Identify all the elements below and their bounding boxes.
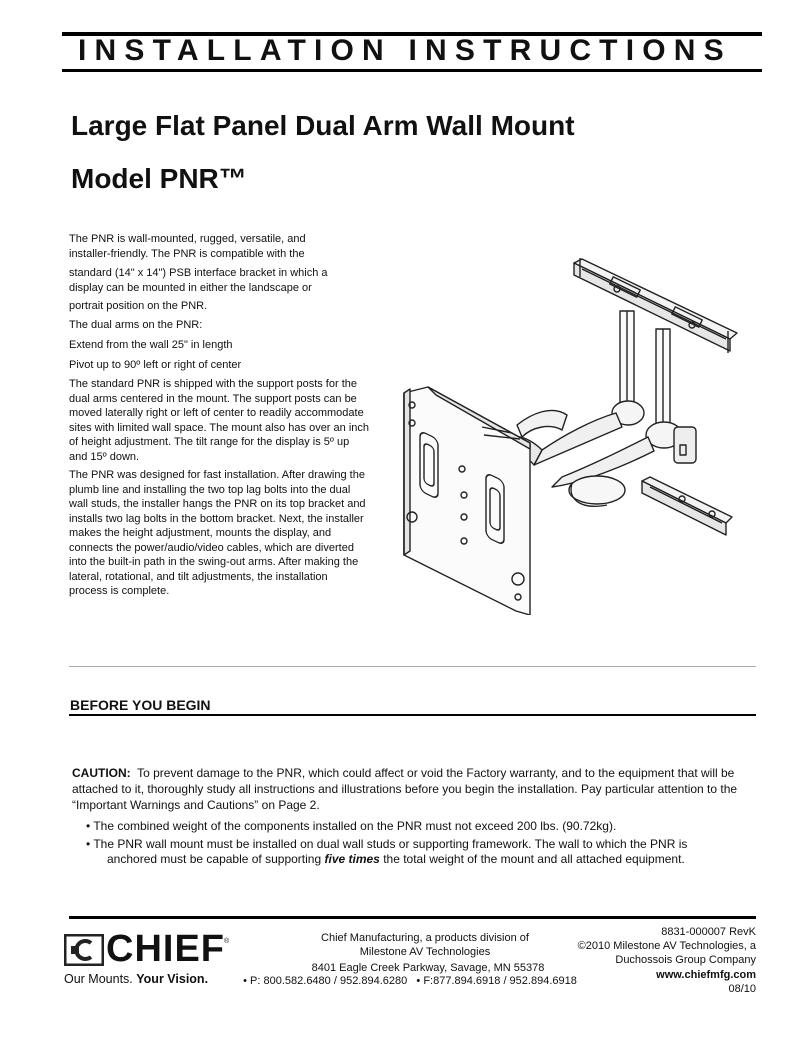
bullet-wall-studs-line1: • The PNR wall mount must be installed on dual wall studs or supporting framework. The wall to which the PNR is [86, 837, 688, 851]
section-title-rule [69, 714, 756, 716]
intro-paragraph-7: The standard PNR is shipped with the support posts for the dual arms centered in the mount. The support posts can be moved laterally right or left of center to readily accommodate sites with limited wall space. The mount also has over an inch of height adjustment. The tilt range for the display is 5º up and 15º down. [69, 378, 369, 463]
company-line1: Chief Manufacturing, a products division of [321, 932, 529, 944]
website-link[interactable]: www.chiefmfg.com [656, 969, 756, 981]
intro-paragraph-6: Pivot up to 90º left or right of center [69, 359, 242, 371]
product-illustration [392, 255, 762, 615]
document-title-line1: Large Flat Panel Dual Arm Wall Mount [71, 110, 575, 141]
revision-date: 08/10 [728, 983, 756, 995]
chief-logo-text: CHIEF [106, 928, 225, 970]
intro-paragraph-3: portrait position on the PNR. [69, 300, 208, 312]
company-phone-fax: • P: 800.582.6480 / 952.894.6280 • F:877.894.6918 / 952.894.6918 [243, 975, 577, 987]
intro-paragraph-4: The dual arms on the PNR: [69, 319, 203, 331]
document-title-line2: Model PNR™ [71, 163, 247, 194]
company-line2: Milestone AV Technologies [359, 946, 491, 958]
copyright-line1: ©2010 Milestone AV Technologies, a [577, 940, 756, 952]
footer-rule [69, 916, 756, 919]
section-title: BEFORE YOU BEGIN [70, 697, 211, 713]
bullet-wall-studs-line2: anchored must be capable of supporting five times the total weight of the mount and all attached equipment. [107, 852, 685, 866]
bullet-weight-limit: • The combined weight of the components installed on the PNR must not exceed 200 lbs. (90.72kg). [86, 819, 617, 833]
section-divider [69, 666, 756, 667]
caution-text: To prevent damage to the PNR, which could affect or void the Factory warranty, and to the equipment that will be attached to it, thoroughly study all instructions and illustrations before you begin the installation. Pay particular attention to the “Important Warnings and Cautions” on Page 2. [72, 766, 738, 812]
caution-label: CAUTION: [72, 766, 131, 780]
registered-mark: ® [224, 938, 230, 945]
intro-paragraph-8: The PNR was designed for fast installation. After drawing the plumb line and installing the two top lag bolts into the dual wall studs, the installer hangs the PNR on its top bracket and installs two lag bolts in the bottom bracket. Next, the installer makes the height adjustment, mounts the display, and connects the power/audio/video cables, which are diverted into the built-in path in the swing-out arms. After making the lateral, rotational, and tilt adjustments, the installation process is complete. [69, 469, 366, 597]
intro-paragraph-1: The PNR is wall-mounted, rugged, versatile, and installer-friendly. The PNR is compatible with the [69, 233, 306, 260]
caution-paragraph [72, 765, 762, 813]
emphasis-five-times: five times [324, 852, 380, 866]
intro-paragraph-5: Extend from the wall 25" in length [69, 339, 233, 351]
tagline: Our Mounts. Your Vision. [64, 972, 209, 986]
chief-logo-mark-icon [64, 934, 104, 966]
intro-paragraph-2: standard (14" x 14") PSB interface bracket in which a display can be mounted in either the landscape or [69, 267, 328, 294]
document-number: 8831-000007 RevK [661, 926, 756, 938]
header-title: INSTALLATION INSTRUCTIONS [78, 34, 732, 67]
header-bottom-rule [62, 69, 762, 72]
copyright-line2: Duchossois Group Company [615, 954, 756, 966]
company-address: 8401 Eagle Creek Parkway, Savage, MN 55378 [311, 962, 545, 974]
